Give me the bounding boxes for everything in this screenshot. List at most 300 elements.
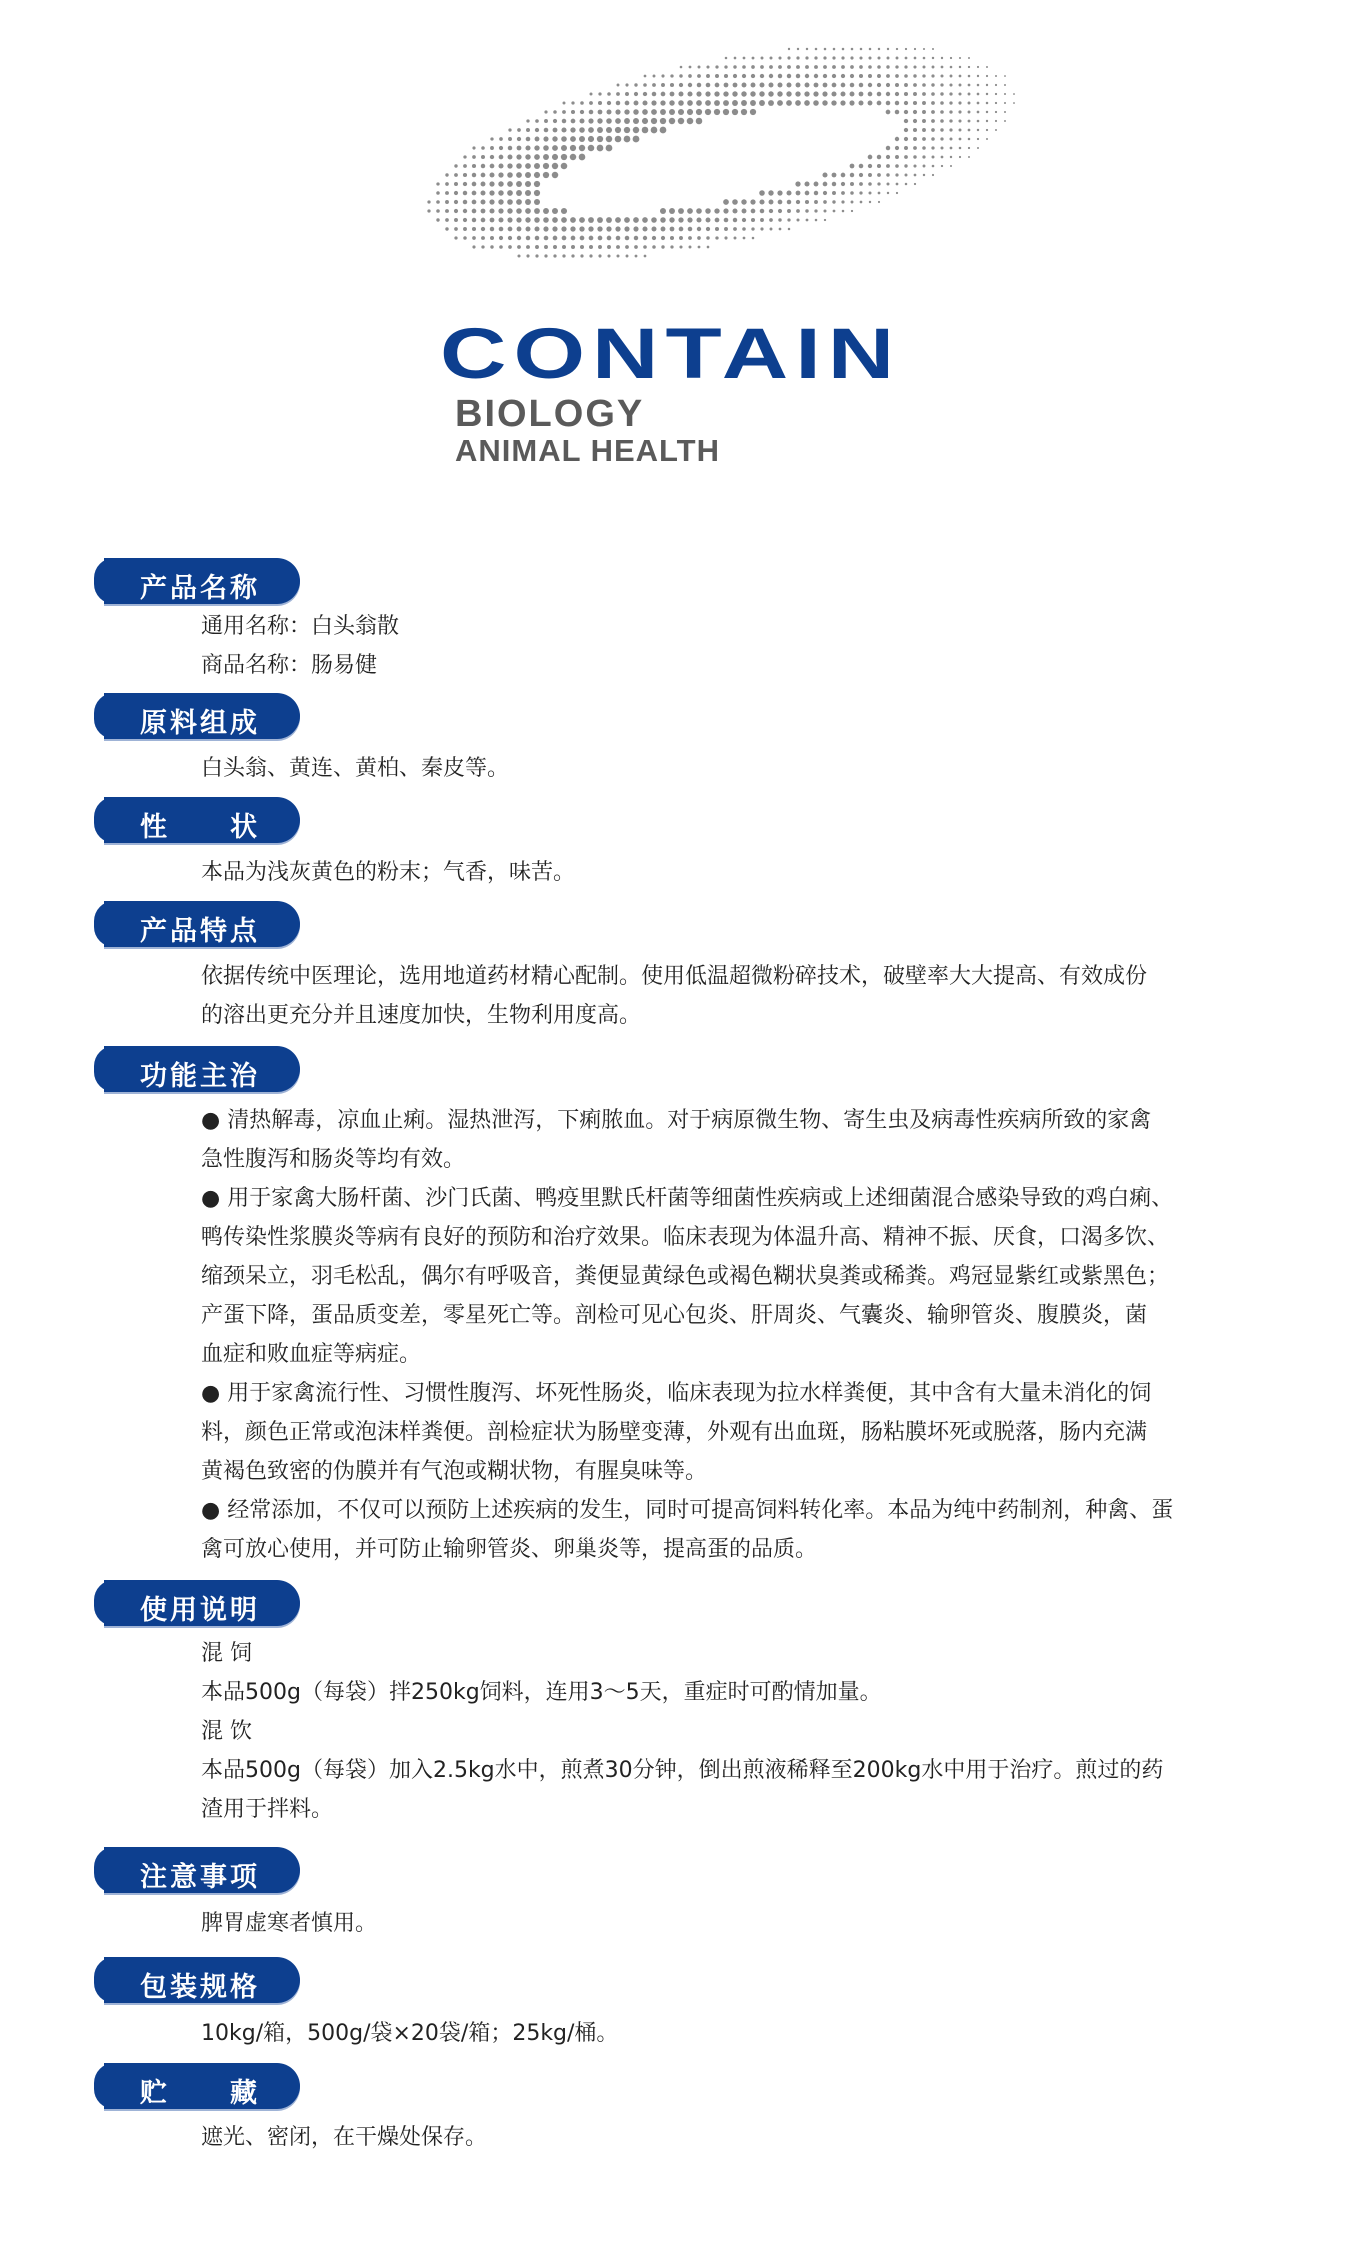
halftone-dot [877, 92, 882, 97]
halftone-dot [913, 74, 916, 77]
halftone-dot [858, 100, 863, 105]
halftone-dot [922, 128, 926, 132]
section-header-features: 产品特点 [104, 901, 300, 947]
halftone-dot [544, 236, 549, 241]
halftone-dot [806, 219, 809, 222]
halftone-dot [597, 226, 602, 231]
halftone-dot [986, 102, 989, 105]
halftone-dot [543, 163, 549, 169]
halftone-dot [696, 118, 703, 125]
halftone-dot [624, 118, 630, 124]
text-line: 鸭传染性浆膜炎等病有良好的预防和治疗效果。临床表现为体温升高、精神不振、厌食，口渴多饮、 [201, 1225, 1170, 1250]
halftone-dot [660, 100, 665, 105]
halftone-dot [815, 219, 818, 222]
halftone-dot [778, 200, 783, 205]
halftone-dot [563, 102, 566, 105]
halftone-dot [778, 209, 782, 213]
halftone-dot [561, 127, 566, 132]
halftone-dot [822, 91, 827, 96]
halftone-dot [499, 236, 503, 240]
halftone-dot [687, 100, 693, 106]
halftone-dot [463, 182, 467, 186]
halftone-dot [661, 227, 666, 232]
halftone-dot [535, 236, 540, 241]
halftone-dot [761, 57, 764, 60]
halftone-dot [868, 83, 872, 87]
text-line: 黄褐色致密的伪膜并有气泡或糊状物，有腥臭味等。 [201, 1459, 708, 1484]
halftone-dot [634, 101, 639, 106]
halftone-dot [814, 209, 817, 212]
halftone-dot [553, 245, 557, 249]
halftone-dot [617, 84, 620, 87]
halftone-dot [742, 218, 746, 222]
halftone-dot [607, 245, 611, 249]
halftone-dot [786, 91, 791, 96]
halftone-dot [615, 217, 621, 223]
halftone-dot [589, 245, 593, 249]
halftone-dot [923, 48, 925, 50]
brand-line-animal-health: ANIMAL HEALTH [455, 433, 720, 468]
halftone-dot [958, 119, 961, 122]
halftone-dot [977, 84, 980, 87]
halftone-dot [517, 236, 521, 240]
halftone-dot [922, 83, 926, 87]
halftone-dot [922, 155, 925, 158]
halftone-dot [841, 200, 844, 203]
halftone-dot [868, 173, 872, 177]
halftone-dot [949, 110, 952, 113]
halftone-dot [977, 111, 980, 114]
halftone-dot [616, 92, 620, 96]
halftone-dot [643, 245, 647, 249]
halftone-dot [516, 154, 521, 159]
halftone-dot [805, 83, 810, 88]
halftone-dot [986, 93, 988, 95]
halftone-dot [507, 199, 513, 205]
halftone-dot [922, 110, 926, 114]
halftone-dot [588, 127, 594, 133]
halftone-dot [850, 92, 855, 97]
halftone-dot [534, 172, 540, 178]
halftone-dot [606, 136, 612, 142]
halftone-dot [895, 74, 899, 78]
halftone-dot [570, 226, 575, 231]
halftone-dot [661, 236, 665, 240]
halftone-dot [652, 83, 656, 87]
halftone-dot [814, 65, 818, 69]
halftone-dot [454, 164, 457, 167]
halftone-dot [932, 66, 935, 69]
halftone-dot [850, 65, 854, 69]
halftone-dot [959, 66, 961, 68]
halftone-dot [696, 91, 701, 96]
halftone-dot [472, 155, 476, 159]
halftone-dot [678, 217, 683, 222]
halftone-dot [931, 128, 935, 132]
halftone-dot [597, 127, 603, 133]
halftone-dot [525, 154, 530, 159]
halftone-dot [634, 92, 638, 96]
halftone-dot [860, 201, 863, 204]
halftone-dot [543, 154, 549, 160]
text-line: 渣用于拌料。 [201, 1797, 334, 1822]
halftone-dot [472, 236, 476, 240]
halftone-dot [724, 65, 727, 68]
text-line: 急性腹泻和肠炎等均有效。 [201, 1147, 466, 1172]
halftone-dot [714, 91, 719, 96]
halftone-dot [824, 48, 827, 51]
halftone-dot [940, 74, 943, 77]
halftone-dot [868, 65, 872, 69]
halftone-dot [751, 218, 755, 222]
halftone-dot [869, 48, 872, 51]
halftone-dot [895, 65, 898, 68]
halftone-dot [904, 146, 908, 150]
halftone-dot [625, 83, 628, 86]
halftone-dot [552, 172, 559, 179]
halftone-dot [436, 209, 440, 213]
halftone-dot [525, 217, 530, 222]
halftone-dot [877, 83, 881, 87]
halftone-dot [714, 208, 719, 213]
text-line: 通用名称：白头翁散 [201, 614, 400, 639]
halftone-dot [959, 138, 962, 141]
halftone-dot [633, 136, 640, 143]
text-line: 禽可放心使用，并可防止输卵管炎、卵巢炎等，提高蛋的品质。 [201, 1537, 818, 1562]
halftone-dot [481, 218, 486, 223]
halftone-dot [615, 136, 622, 143]
halftone-dot [1013, 93, 1015, 95]
halftone-dot [831, 100, 836, 105]
halftone-dot [490, 227, 494, 231]
halftone-dot [805, 56, 808, 59]
halftone-dot [742, 74, 746, 78]
halftone-dot [905, 57, 908, 60]
halftone-dot [687, 91, 692, 96]
halftone-dot [850, 83, 855, 88]
halftone-dot [562, 245, 566, 249]
halftone-dot [589, 254, 592, 257]
halftone-dot [796, 200, 800, 204]
text-line: 血症和败血症等病症。 [201, 1342, 422, 1367]
halftone-dot [732, 208, 737, 213]
halftone-dot [796, 218, 799, 221]
halftone-dot [454, 236, 457, 239]
halftone-dot [651, 127, 658, 134]
halftone-dot [669, 118, 675, 124]
halftone-dot [833, 210, 836, 213]
halftone-dot [516, 208, 522, 214]
halftone-dot [895, 101, 899, 105]
halftone-dot [516, 163, 522, 169]
halftone-dot [869, 201, 871, 203]
halftone-dot [751, 74, 755, 78]
halftone-dot [950, 156, 952, 158]
halftone-dot [832, 200, 835, 203]
halftone-dot [616, 245, 620, 249]
halftone-dot [652, 92, 657, 97]
halftone-dot [715, 227, 719, 231]
halftone-dot [445, 209, 449, 213]
halftone-dot [508, 155, 513, 160]
halftone-dot [977, 138, 979, 140]
halftone-dot [743, 237, 746, 240]
halftone-dot [904, 110, 908, 114]
halftone-dot [959, 84, 962, 87]
halftone-dot [724, 74, 728, 78]
halftone-dot [507, 172, 513, 178]
halftone-dot [678, 118, 685, 125]
halftone-dot [607, 92, 611, 96]
halftone-dot [526, 227, 531, 232]
halftone-dot [940, 119, 944, 123]
halftone-dot [823, 56, 826, 59]
halftone-dot [472, 218, 476, 222]
halftone-dot [642, 226, 647, 231]
halftone-dot [552, 145, 558, 151]
halftone-dot [543, 226, 548, 231]
halftone-dot [931, 74, 934, 77]
halftone-dot [624, 217, 630, 223]
halftone-dot [562, 119, 567, 124]
halftone-dot [788, 48, 790, 50]
halftone-dot [561, 154, 567, 160]
halftone-dot [597, 136, 603, 142]
halftone-dot [490, 155, 494, 159]
halftone-dot [624, 109, 629, 114]
halftone-dot [561, 217, 567, 223]
halftone-dot [977, 147, 979, 149]
halftone-dot [995, 75, 997, 77]
halftone-dot [463, 200, 467, 204]
halftone-dot [606, 226, 611, 231]
halftone-dot [698, 246, 701, 249]
halftone-dot [787, 56, 790, 59]
halftone-dot [823, 209, 826, 212]
halftone-dot [734, 57, 737, 60]
halftone-dot [904, 119, 908, 123]
halftone-dot [995, 129, 997, 131]
halftone-dot [868, 56, 871, 59]
halftone-dot [715, 83, 720, 88]
halftone-dot [670, 245, 673, 248]
halftone-dot [787, 200, 792, 205]
halftone-dot [741, 91, 746, 96]
halftone-dot [859, 164, 864, 169]
halftone-dot [715, 65, 718, 68]
halftone-dot [489, 190, 494, 195]
halftone-dot [905, 174, 908, 177]
halftone-dot [463, 218, 467, 222]
halftone-dot [660, 217, 666, 223]
halftone-dot [1004, 102, 1006, 104]
halftone-dot [597, 217, 603, 223]
halftone-dot [887, 57, 890, 60]
halftone-dot [814, 83, 819, 88]
halftone-dot [923, 57, 926, 60]
halftone-dot [796, 191, 801, 196]
halftone-dot [669, 109, 675, 115]
section-header-packaging: 包装规格 [104, 1957, 300, 2003]
halftone-dot [913, 137, 917, 141]
halftone-dot [1004, 84, 1006, 86]
halftone-dot [616, 236, 621, 241]
halftone-dot [516, 199, 522, 205]
halftone-dot [770, 228, 773, 231]
halftone-dot [959, 75, 962, 78]
halftone-dot [553, 254, 556, 257]
halftone-dot [463, 209, 467, 213]
halftone-dot [805, 74, 809, 78]
halftone-dot [463, 236, 467, 240]
halftone-dot [913, 101, 917, 105]
halftone-dot [823, 191, 827, 195]
halftone-dot [733, 218, 737, 222]
halftone-dot [859, 92, 864, 97]
halftone-dot [679, 83, 683, 87]
halftone-dot [886, 155, 890, 159]
halftone-dot [931, 110, 935, 114]
halftone-dot [922, 74, 925, 77]
halftone-dot [626, 255, 629, 258]
halftone-dot [886, 164, 890, 168]
halftone-dot [705, 100, 711, 106]
halftone-dot [472, 164, 476, 168]
halftone-dot [571, 110, 575, 114]
halftone-dot [779, 228, 782, 231]
halftone-dot [705, 91, 710, 96]
halftone-dot [795, 91, 800, 96]
halftone-dot [813, 100, 819, 106]
halftone-dot [823, 74, 827, 78]
halftone-dot [454, 173, 458, 177]
halftone-dot [904, 101, 908, 105]
halftone-dot [769, 65, 773, 69]
halftone-dot [606, 145, 613, 152]
halftone-dot [651, 109, 657, 115]
halftone-dot [831, 91, 836, 96]
section-header-functions: 功能主治 [104, 1046, 300, 1092]
halftone-dot [842, 210, 845, 213]
halftone-dot [995, 102, 997, 104]
halftone-dot [490, 164, 495, 169]
halftone-dot [561, 145, 567, 151]
halftone-dot [580, 119, 585, 124]
halftone-dot [498, 190, 503, 195]
halftone-dot [697, 236, 701, 240]
halftone-dot [669, 217, 674, 222]
halftone-dot [579, 226, 584, 231]
halftone-dot [968, 84, 971, 87]
halftone-dot [841, 65, 845, 69]
halftone-dot [507, 163, 512, 168]
text-line: 遮光、密闭，在干燥处保存。 [201, 2125, 488, 2150]
halftone-dot [499, 146, 503, 150]
halftone-dot [589, 110, 594, 115]
halftone-dot [481, 245, 484, 248]
halftone-dot [959, 57, 961, 59]
halftone-dot [553, 236, 558, 241]
halftone-dot [616, 254, 619, 257]
halftone-dot [714, 100, 720, 106]
halftone-dot [977, 120, 980, 123]
halftone-dot [1013, 102, 1015, 104]
text-line: 本品500g（每袋）拌250kg饲料，连用3～5天，重症时可酌情加量。 [201, 1680, 882, 1705]
halftone-dot [868, 101, 873, 106]
halftone-dot [904, 92, 908, 96]
halftone-dot [571, 245, 575, 249]
halftone-dot [616, 101, 621, 106]
halftone-dot [561, 136, 567, 142]
halftone-dot [905, 48, 907, 50]
halftone-dot [588, 118, 593, 123]
halftone-dot [624, 226, 629, 231]
halftone-dot [814, 200, 818, 204]
halftone-dot [832, 191, 836, 195]
halftone-dot [913, 119, 917, 123]
halftone-dot [508, 128, 511, 131]
halftone-dot [661, 92, 666, 97]
halftone-dot [597, 118, 602, 123]
halftone-dot [598, 254, 601, 257]
halftone-dot [499, 155, 504, 160]
halftone-dot [905, 183, 908, 186]
halftone-dot [886, 146, 890, 150]
halftone-dot [580, 110, 584, 114]
halftone-dot [913, 164, 916, 167]
halftone-dot [849, 100, 854, 105]
halftone-dot [606, 217, 612, 223]
halftone-dot [615, 109, 620, 114]
halftone-dot [931, 101, 935, 105]
halftone-dot [1004, 111, 1006, 113]
halftone-dot [832, 65, 836, 69]
halftone-dot [472, 245, 475, 248]
halftone-dot [896, 192, 898, 194]
halftone-dot [750, 91, 755, 96]
halftone-dot [507, 181, 513, 187]
halftone-dot [580, 245, 584, 249]
halftone-dot [580, 236, 585, 241]
halftone-dot [526, 254, 529, 257]
halftone-dot [732, 100, 738, 106]
halftone-dot [959, 156, 961, 158]
halftone-dot [950, 165, 952, 167]
section-header-cautions: 注意事项 [104, 1847, 300, 1893]
halftone-dot [752, 57, 755, 60]
halftone-dot [652, 236, 656, 240]
halftone-dot [932, 156, 935, 159]
halftone-dot [562, 236, 567, 241]
halftone-dot [615, 226, 620, 231]
halftone-dot [968, 75, 971, 78]
halftone-dot [517, 245, 521, 249]
halftone-dot [850, 182, 854, 186]
halftone-dot [634, 236, 638, 240]
brand-line-biology: BIOLOGY [455, 393, 645, 435]
halftone-dot [751, 227, 754, 230]
halftone-dot [543, 208, 549, 214]
halftone-dot [768, 190, 773, 195]
text-line: 商品名称：肠易健 [201, 653, 378, 678]
halftone-dot [517, 128, 521, 132]
halftone-dot [651, 217, 657, 223]
halftone-dot [940, 146, 943, 149]
halftone-dot [660, 109, 666, 115]
halftone-dot [787, 218, 790, 221]
halftone-dot [525, 163, 531, 169]
halftone-dot [886, 182, 889, 185]
